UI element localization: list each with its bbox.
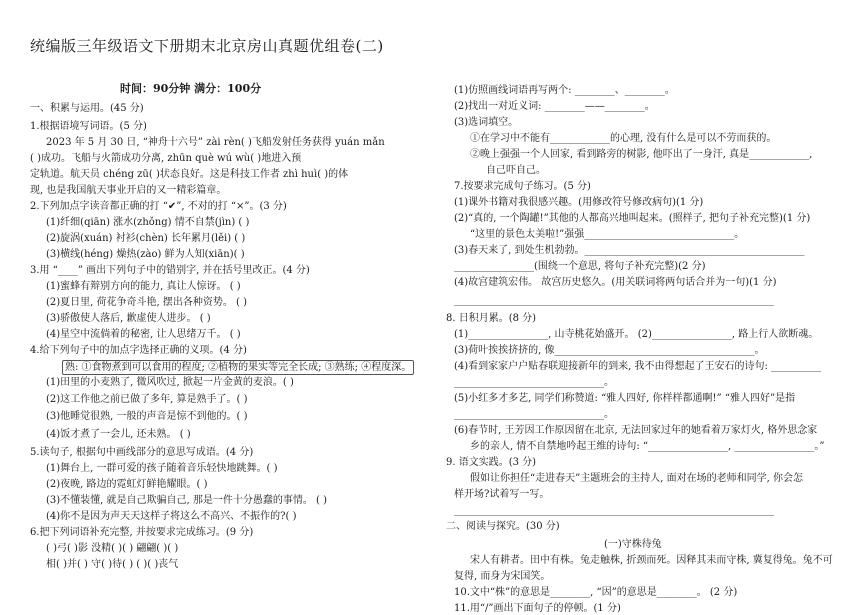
left-line-11: (1)蜜蜂有辩别方向的能力, 真让人惊讶。 ( )	[46, 281, 241, 292]
right-line-14: 8. 日积月累。(8 分)	[446, 313, 537, 324]
right-line-6: 7.按要求完成句子练习。(5 分)	[454, 181, 591, 192]
left-line-24: (3)不懂装懂, 就是自己欺骗自己, 那是一件十分愚蠢的事情。 ( )	[46, 495, 328, 506]
left-line-6: 2.下列加点字读音都正确的打 “✔”, 不对的打 “×”。(3 分)	[30, 201, 287, 212]
left-line-3: ( )成功。飞船与火箭成功分离, zhūn què wú wù( )地进入预	[30, 153, 302, 164]
left-line-15: 4.给下列句子中的加点字选择正确的义项。(4 分)	[30, 345, 247, 356]
left-line-14: (4)星空中流倘着的秘密, 让人思绪万千。 ( )	[46, 329, 241, 340]
right-line-30: 复得, 而身为宋国笑。	[454, 571, 551, 582]
right-line-12: (4)故宫建筑宏伟。 故宫历史悠久。(用关联词将两句话合并为一句)(1 分)	[454, 277, 777, 288]
right-line-32: 11.用“/”画出下面句子的停顿。(1 分)	[454, 603, 621, 614]
left-line-17: (1)田里的小麦熟了, 微风吹过, 掀起一片金黄的麦浪。( )	[46, 377, 294, 388]
left-line-19: (3)他睡觉很熟, 一般的声音是惊不到他的。( )	[46, 411, 248, 422]
left-line-13: (3)骄傲使人落后, 歉虚使人进步。 ( )	[46, 313, 211, 324]
right-line-23: 9. 语文实践。(3 分)	[446, 457, 537, 468]
left-line-16: 熟: ①食物煮到可以食用的程度; ②植物的果实等完全长成; ③熟练; ④程度深。	[62, 360, 414, 375]
right-line-17: (4)看到家家户户贴春联迎接新年的到来, 我不由得想起了王安石的诗句: __________	[454, 361, 822, 372]
right-line-20: ______________________________。	[454, 409, 614, 420]
left-line-8: (2)旋涡(xuán) 衬衫(chèn) 长年累月(lěi) ( )	[46, 233, 246, 244]
right-line-28: (一)守株待兔	[604, 539, 662, 550]
right-line-4: ②晚上强强一个人回家, 看到路旁的树影, 他吓出了一身汗, 真是____________,	[470, 149, 813, 160]
right-line-25: 样开场?试着写一写。	[454, 489, 550, 500]
right-line-22: 乡的亲人, 情不自禁地吟起王维的诗句: “________________, ________________。”	[470, 441, 825, 452]
left-line-2: 2023 年 5 月 30 日, “神舟十六号” zài rèn( )飞船发射任务获得 yuán mǎn	[46, 137, 385, 148]
left-line-21: 5.读句子, 根据句中画线部分的意思写成语。(4 分)	[30, 447, 254, 458]
right-line-26: ________________________________________________________________	[454, 505, 774, 516]
left-line-27: ( )弓( )影 没精( )( ) 翩翩( )( )	[46, 543, 179, 554]
left-line-22: (1)舞台上, 一群可爱的孩子随着音乐轻快地跳舞。( )	[46, 463, 278, 474]
right-line-31: 10.文中“株”的意思是________, “因”的意思是________。 (2 分)	[454, 587, 738, 598]
left-line-1: 1.根据语境写词语。(5 分)	[30, 121, 147, 132]
right-line-19: (5)小红多才多艺, 同学们称赞道: “雅人四好, 你样样都通啊!” “雅人四好”是指	[454, 393, 796, 404]
right-line-21: (6)春节时, 王芳因工作原因留在北京, 无法回家过年的她看着万家灯火, 格外思念家	[454, 425, 818, 436]
left-line-12: (2)夏日里, 荷花争奇斗艳, 摆出各种资势。 ( )	[46, 297, 248, 308]
right-line-2: (3)选词填空。	[454, 117, 519, 128]
left-line-23: (2)夜晚, 路边的霓虹灯鲜艳耀眼。( )	[46, 479, 208, 490]
right-line-27: 二、阅读与探究。(30 分)	[446, 521, 560, 532]
right-line-1: (2)找出一对近义词: ________——________。	[454, 101, 655, 112]
right-line-11: ________________(围绕一个意思, 将句子补充完整)(2 分)	[454, 261, 706, 272]
left-line-25: (4)你不是因为声天天这样子将这么不高兴、不振作的?( )	[46, 511, 297, 522]
left-line-28: 相( )并( ) 守( )待( ) ( )( )丧气	[46, 559, 179, 570]
left-line-10: 3.用 “____” 画出下列句子中的错别字, 并在括号里改正。(4 分)	[30, 265, 310, 276]
left-line-26: 6.把下列词语补充完整, 并按要求完成练习。(9 分)	[30, 527, 254, 538]
right-line-15: (1)________________, 山寺桃花始盛开。 (2)________________, 路上行人欲断魂。	[454, 329, 819, 340]
right-line-0: (1)仿照画线词语再写两个: ________、________。	[454, 85, 675, 96]
left-line-0: 一、积累与运用。(45 分)	[30, 103, 144, 114]
left-line-5: 现, 也是我国航天事业开启的又一精彩篇章。	[30, 185, 227, 196]
exam-title: 统编版三年级语文下册期末北京房山真题优组卷(二)	[30, 37, 384, 55]
left-line-7: (1)纤细(qiān) 涨水(zhǒng) 情不自禁(jìn) ( )	[46, 217, 250, 228]
right-line-13: ________________________________________________________________	[454, 295, 774, 306]
right-line-16: (3)荷叶挨挨挤挤的, 像________________________________________。	[454, 345, 765, 356]
left-line-20: (4)饭才煮了一会儿, 还未熟。 ( )	[46, 429, 191, 440]
exam-meta: 时间：90分钟 满分：100分	[120, 82, 262, 95]
right-line-7: (1)课外书籍对我很感兴趣。(用修改符号修改病句)(1 分)	[454, 197, 704, 208]
right-line-3: ①在学习中不能有____________的心理, 没有什么是可以不劳而获的。	[470, 133, 777, 144]
right-line-18: ______________________________。	[454, 377, 614, 388]
left-line-18: (2)这工作他之前已做了多年, 算是熟手了。( )	[46, 394, 248, 405]
right-line-9: “这里的景色太美啦!”强强______________________________。	[470, 229, 745, 240]
right-line-5: 自己吓自己。	[486, 165, 546, 176]
left-line-9: (3)横线(héng) 燥热(zào) 鲜为人知(xiān)( )	[46, 249, 245, 260]
right-line-24: 假如让你担任“走进春天”主题班会的主持人, 面对在场的老师和同学, 你会怎	[470, 473, 803, 484]
right-line-29: 宋人有耕者。田中有株。兔走触株, 折颈而死。因释其耒而守株, 冀复得兔。兔不可	[470, 555, 833, 566]
right-line-8: (2)“真的, 一个陶罐!”其他的人都高兴地叫起来。(照样子, 把句子补充完整)(1 分)	[454, 213, 811, 224]
left-line-4: 定轨道。航天员 chéng zū( )状态良好。这是科技工作者 zhì huì( )的体	[30, 169, 349, 180]
right-line-10: (3)春天来了, 到处生机勃勃。____________________________________________	[454, 245, 805, 256]
